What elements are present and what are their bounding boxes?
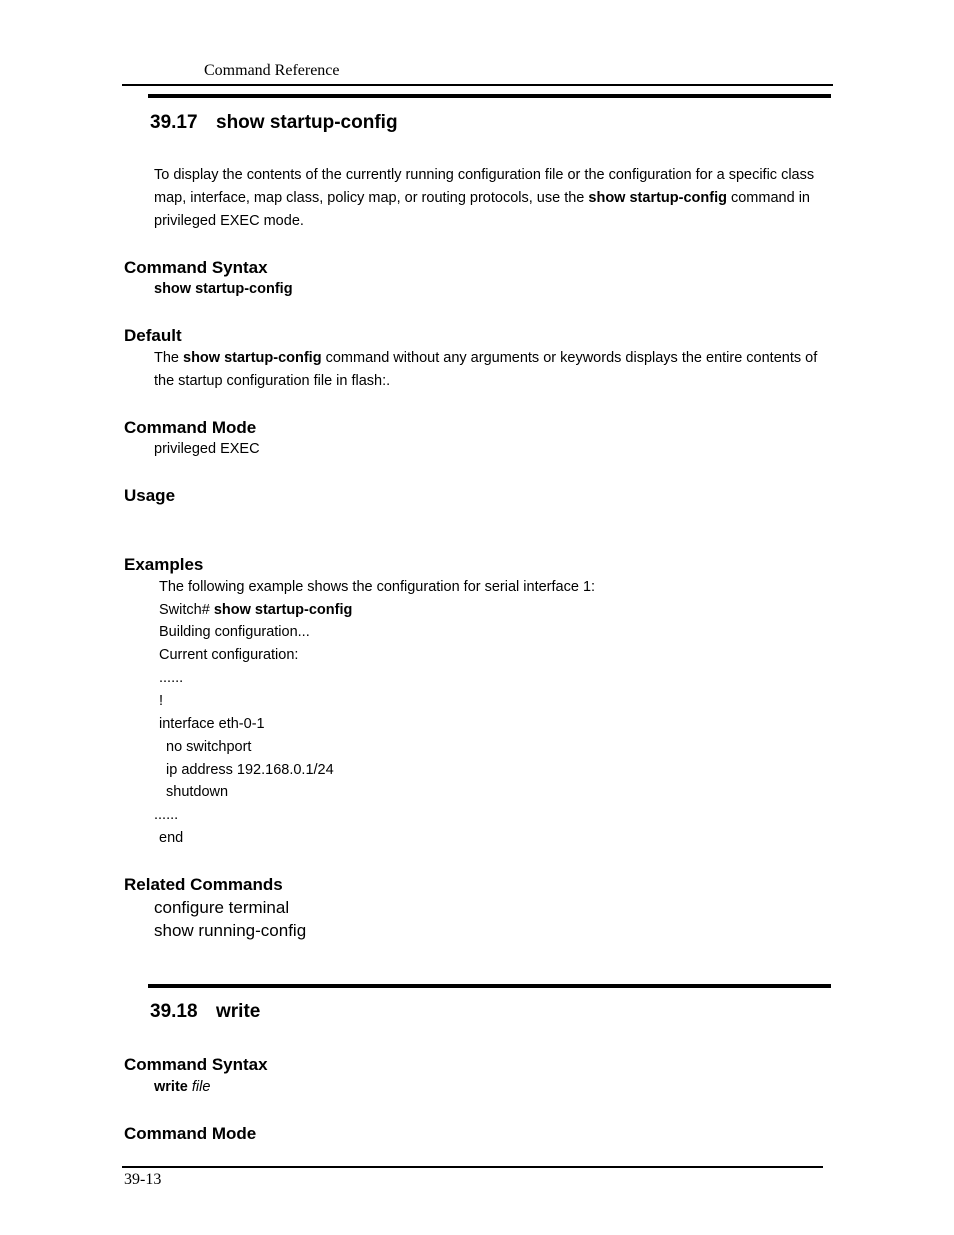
example-line: ......	[154, 807, 179, 823]
example-intro: The following example shows the configuration for serial interface 1:	[159, 579, 596, 595]
command-syntax-heading: Command Syntax	[124, 258, 268, 277]
command-mode-heading: Command Mode	[124, 418, 257, 437]
default-text-rest: command without any arguments or keywords displays the entire contents of	[321, 350, 818, 366]
section-rule-39-18	[148, 984, 831, 988]
default-heading: Default	[124, 326, 182, 345]
syntax-argument: file	[191, 1079, 211, 1095]
example-line: ip address 192.168.0.1/24	[166, 762, 334, 778]
example-prompt: Switch#	[159, 602, 214, 618]
related-command-item: configure terminal	[154, 898, 290, 917]
example-line: ......	[159, 670, 184, 686]
section-title-39-17	[150, 112, 398, 134]
footer-rule	[122, 1166, 823, 1168]
default-command: show startup-config	[183, 350, 322, 366]
related-command-item: show running-config	[154, 921, 307, 940]
section-title-39-18	[150, 1001, 260, 1023]
example-line: end	[159, 830, 184, 846]
default-text: The	[154, 350, 184, 366]
example-command: show startup-config	[213, 602, 353, 618]
section-description	[154, 164, 834, 233]
example-line: !	[159, 693, 164, 709]
section-rule-39-17	[148, 94, 831, 98]
example-line: Building configuration...	[159, 624, 310, 640]
description-command: show startup-config	[588, 190, 727, 206]
example-line: interface eth-0-1	[159, 716, 265, 732]
usage-heading: Usage	[124, 486, 176, 505]
syntax-command: write	[154, 1079, 188, 1095]
page-number: 39-13	[124, 1171, 162, 1188]
examples-heading: Examples	[124, 555, 204, 574]
default-line-2: the startup configuration file in flash:.	[154, 373, 391, 389]
section-number: 39.17	[150, 112, 198, 133]
command-syntax-value	[154, 1076, 210, 1099]
running-header: Command Reference	[204, 62, 340, 79]
command-syntax-heading: Command Syntax	[124, 1055, 268, 1074]
description-text-end: command in privileged EXEC mode.	[154, 190, 810, 229]
command-mode-value: privileged EXEC	[154, 441, 260, 457]
command-syntax-value: show startup-config	[154, 281, 293, 297]
section-name: show startup-config	[216, 112, 398, 133]
section-name: write	[216, 1001, 261, 1022]
description-text: To display the contents of the currently running configuration file or the configuration for a specific class map, interface, map class, policy map, or routing protocols, use the	[154, 167, 815, 206]
header-rule	[122, 84, 833, 86]
default-line-1	[154, 347, 817, 370]
section-number: 39.18	[150, 1001, 198, 1022]
related-commands-heading: Related Commands	[124, 875, 283, 894]
example-line: shutdown	[166, 784, 229, 800]
command-mode-heading: Command Mode	[124, 1124, 257, 1143]
example-line: Current configuration:	[159, 647, 299, 663]
example-line: no switchport	[166, 739, 252, 755]
example-command-line	[159, 599, 352, 622]
